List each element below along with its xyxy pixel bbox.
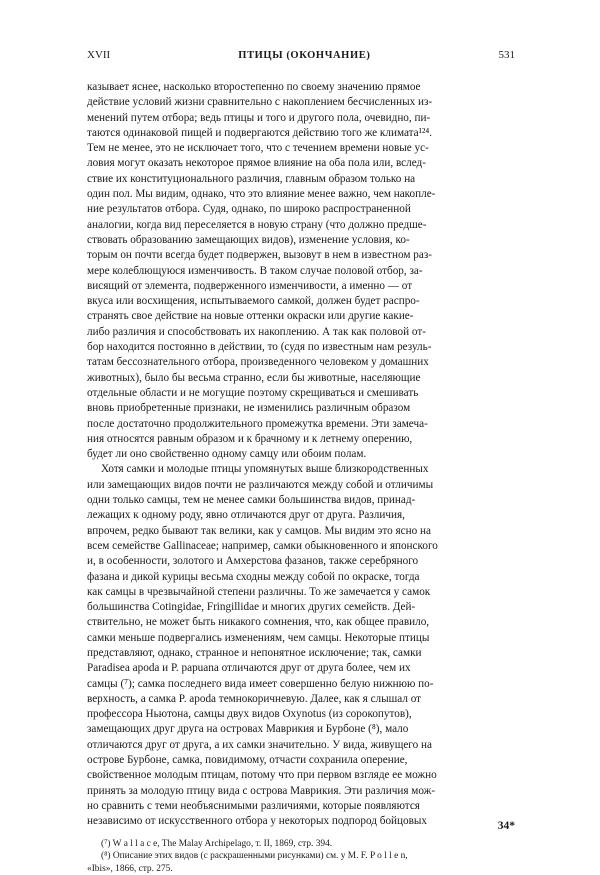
- text-line: бор находится постоянно в действии, то (судя по известным нам резуль-: [87, 341, 432, 354]
- text-line: Хотя самки и молодые птицы упомянутых выше близкородственных: [101, 463, 429, 476]
- chapter-number: XVII: [87, 49, 111, 61]
- text-line: представляют, однако, странное и непонятное исключение; так, самки: [87, 646, 422, 659]
- text-line: вновь приобретенные признаки, не изменились различным образом: [87, 402, 411, 415]
- text-line: менений путем отбора; ведь птицы и того и другого пола, очевидно, пи-: [87, 111, 431, 124]
- text-line: будет ли оно свойственно одному самцу или обоим полам.: [87, 448, 367, 461]
- text-line: или замещающих видов почти не различаются между собой и отличимы: [87, 478, 434, 491]
- text-line: одни только самцы, тем не менее самки большинства видов, принад-: [87, 494, 416, 507]
- text-line: ловия могут оказать некоторое прямое влияние на оба пола или, вслед-: [87, 157, 426, 170]
- text-line: торым он почти всегда будет подвержен, вызовут в нем в известном раз-: [87, 249, 432, 262]
- text-line: ствовать образованию замещающих видов), изменение условия, ко-: [87, 233, 410, 246]
- text-line: ствительно, не может быть никакого сомнения, что, как общее правило,: [87, 616, 430, 629]
- page-number: 531: [498, 49, 515, 61]
- text-line: отличаются друг от друга, а их самки значительно. У вида, живущего на: [87, 738, 432, 751]
- text-line: ние результатов отбора. Судя, однако, по широко распространенной: [87, 203, 411, 216]
- text-line: принять за молодую птицу вида с острова Маврикия. Эти различия мож-: [87, 784, 436, 797]
- text-line: свойственное молодым птицам, потому что при первом взгляде ее можно: [87, 769, 437, 782]
- text-line: впрочем, редко бывают так велики, как у самцов. Мы видим это ясно на: [87, 524, 431, 537]
- signature-mark: 34*: [497, 820, 515, 832]
- text-line: верхность, а самка P. apoda темнокоричневую. Далее, как я слышал от: [87, 692, 422, 705]
- footnote-8-continued: «Ibis», 1866, стр. 275.: [87, 863, 173, 874]
- running-header: [87, 48, 515, 70]
- running-title: ПТИЦЫ (ОКОНЧАНИЕ): [238, 50, 371, 61]
- text-line: висящий от элемента, подверженного изменчивости, а именно — от: [87, 279, 413, 292]
- text-line: вкуса или восхищения, испытываемого самкой, должен будет распро-: [87, 295, 420, 308]
- text-line: странять свое действие на новые оттенки окраски или другие какие-: [87, 310, 414, 323]
- footnote-8: (⁸) Описание этих видов (с раскрашенными рисунками) см. у M. F. P o l l e n,: [101, 851, 408, 862]
- text-line: всем семействе Gallinaceae; например, самки обыкновенного и японского: [87, 539, 438, 552]
- text-line: большинства Cotingidae, Fringillidae и многих других семейств. Дей-: [87, 601, 416, 614]
- text-line: острове Бурбоне, самка, повидимому, отчасти сохранила оперение,: [87, 754, 408, 767]
- text-line: замещающих друг друга на островах Маврикия и Бурбоне (⁸), мало: [87, 723, 409, 736]
- body-text: [87, 80, 515, 830]
- text-line: таются одинаковой пищей и подвергаются действию того же климата¹²⁴.: [87, 126, 433, 139]
- text-line: татам бессознательного отбора, произведенного человеком у домашних: [87, 356, 429, 369]
- text-line: лежащих к одному роду, явно отличаются друг от друга. Различия,: [87, 509, 405, 522]
- text-line: казывает яснее, насколько второстепенно по своему значению прямое: [87, 81, 421, 93]
- text-line: мере колеблющуюся изменчивость. В таком случае половой отбор, за-: [87, 264, 423, 277]
- text-line: животных), было бы весьма странно, если бы животные, населяющие: [87, 371, 421, 384]
- text-line: как самцы в чрезвычайной степени различны. То же замечается у самок: [87, 585, 431, 598]
- text-line: аналогии, когда вид переселяется в новую страну (что должно предше-: [87, 218, 427, 231]
- text-line: но сравнить с теми необъяснимыми различиями, которые появляются: [87, 799, 420, 812]
- book-page: [87, 48, 515, 875]
- text-line: действие условий жизни сравнительно с накоплением бесчисленных из-: [87, 96, 433, 109]
- text-line: ния относятся равным образом и к брачному и к летнему оперению,: [87, 432, 413, 445]
- footnote-7: (⁷) W a l l a c e, The Malay Archipelago, т. II, 1869, стр. 394.: [101, 838, 333, 849]
- text-line: профессора Ньютона, самцы двух видов Oxynotus (из сорокопутов),: [87, 708, 412, 721]
- text-line: Тем не менее, это не исключает того, что с течением времени новые ус-: [87, 142, 429, 155]
- text-line: ствие их конституционального различия, главным образом только на: [87, 172, 416, 185]
- paragraphs: [87, 80, 515, 830]
- text-line: и, в особенности, золотого и Амхерстова фазанов, также серебряного: [87, 555, 419, 568]
- text-line: независимо от искусственного отбора у некоторых подпород бойцовых: [87, 815, 427, 828]
- footnotes: [87, 838, 515, 875]
- text-line: один пол. Мы видим, однако, что это влияние менее важно, чем накопле-: [87, 188, 436, 201]
- text-line: отдельные области и не могущие поэтому скрещиваться и смешивать: [87, 386, 419, 399]
- text-line: после достаточно продолжительного промежутка времени. Эти замеча-: [87, 417, 428, 430]
- text-line: фазана и дикой курицы весьма сходны между собой по окраске, тогда: [87, 570, 420, 583]
- text-line: либо различия и способствовать их накоплению. А так как половой от-: [87, 325, 426, 338]
- text-line: самцы (⁷); самка последнего вида имеет совершенно белую нижнюю по-: [87, 677, 434, 690]
- text-line: самки меньше подвергались изменениям, чем самцы. Некоторые птицы: [87, 631, 430, 644]
- text-line: Paradisea apoda и P. papuana отличаются друг от друга более, чем их: [87, 662, 411, 675]
